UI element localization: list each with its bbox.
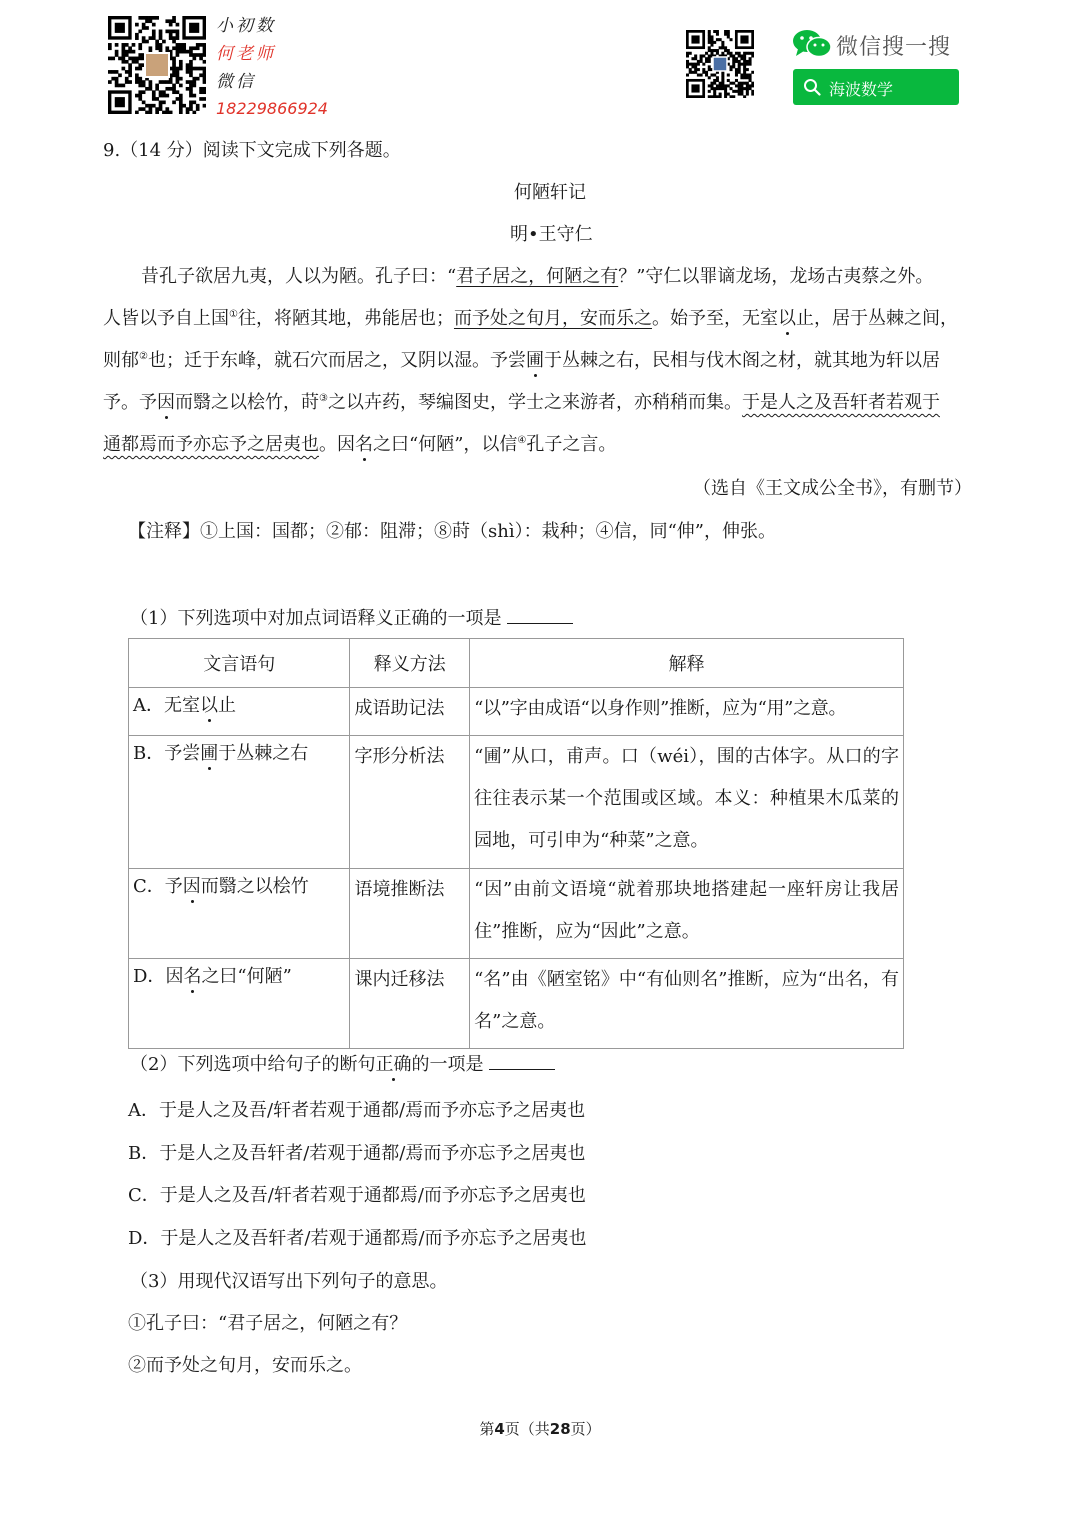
passage-line-4: 予。予因而翳之以桧竹，莳③之以卉药，琴编图史，学士之来游者，亦稍稍而集。于是人之及吾轩者若观于 [103,392,940,413]
table-cell-sentence: B．予尝圃于丛棘之右 [129,736,350,869]
passage-title: 何陋轩记 [514,182,586,203]
wechat-search-title: 微信搜一搜 [836,35,952,60]
table-cell-method: 语境推断法 [350,869,470,959]
table-cell-explain: “名”由《陋室铭》中“有仙则名”推断，应为“出名，有名”之意。 [470,959,904,1049]
qr-code-teacher [108,16,206,114]
dotted-char: 以 [200,695,218,716]
qr-code-wechat [686,30,754,98]
table-cell-explain: “因”由前文语境“就着那块地搭建起一座轩房让我居住”推断，应为“因此”之意。 [470,869,904,959]
table-header: 解释 [470,639,904,688]
footnote-ref-4: ④ [517,435,527,446]
passage [103,256,983,466]
dotted-char-ming: 名 [355,434,373,455]
answer-blank-2[interactable] [489,1053,555,1070]
footnote-ref-1: ① [229,309,238,320]
dotted-char: 名 [183,966,202,987]
table-cell-method: 字形分析法 [350,736,470,869]
handwritten-line-3: 微信 [216,72,256,92]
table-row [129,869,904,959]
table-row [129,959,904,1049]
table-cell-sentence: C．予因而翳之以桧竹 [129,869,350,959]
wavy-underlined-sentence-b: 通都焉而予亦忘予之居夷也 [103,434,319,455]
passage-line-2: 人皆以予自上国①往，将陋其地，弗能居也；而予处之旬月，安而乐之。始予至，无室以止，居于丛棘之间， [103,308,958,329]
sub3-prompt: （3）用现代汉语写出下列句子的意思。 [130,1271,448,1292]
sub3-item-1: ①孔子曰：“君子居之，何陋之有？ [128,1313,408,1334]
handwritten-line-1: 小初数 [216,16,276,36]
sub3-item-2: ②而予处之旬月，安而乐之。 [128,1355,362,1376]
wechat-icon [792,28,832,60]
sub2-prompt: （2）下列选项中给句子的断句正确的一项是 [130,1053,555,1075]
wavy-underlined-sentence-a: 于是人之及吾轩者若观于 [741,392,940,413]
question-heading: 9.（14 分）阅读下文完成下列各题。 [103,140,401,161]
table-header: 释义方法 [350,639,470,688]
search-icon [803,78,821,96]
table-cell-explain: “圃”从口，甫声。口（wéi），围的古体字。从口的字往往表示某一个范围或区域。本义：种植果木瓜菜的园地，可引申为“种菜”之意。 [470,736,904,869]
answer-blank-1[interactable] [507,607,573,624]
page-number: 第4页（共28页） [479,1420,601,1438]
table-header: 文言语句 [129,639,350,688]
underlined-sentence-1: 君子居之，何陋之有 [456,266,619,287]
options-table [128,638,904,1049]
table-row [129,688,904,736]
footnote-ref-3: ③ [319,393,328,404]
table-row [129,736,904,869]
option-c[interactable]: C．于是人之及吾/轩者若观于通都焉/而予亦忘予之居夷也 [128,1185,586,1206]
option-d[interactable]: D．于是人之及吾轩者/若观于通都焉/而予亦忘予之居夷也 [128,1228,587,1249]
sub1-prompt: （1）下列选项中对加点词语释义正确的一项是 [130,607,573,629]
passage-author: 明•王守仁 [510,224,593,245]
table-cell-explain: “以”字由成语“以身作则”推断，应为“用”之意。 [470,688,904,736]
dotted-char-pu: 圃 [525,350,544,371]
table-header-row [129,639,904,688]
footnote-ref-2: ② [139,351,148,362]
dotted-char-yin: 因 [157,392,175,413]
teacher-contact [216,12,328,122]
option-b[interactable]: B．于是人之及吾轩者/若观于通都/焉而予亦忘予之居夷也 [128,1143,586,1164]
dotted-word: 正确 [375,1054,412,1075]
passage-line-5: 通都焉而予亦忘予之居夷也。因名之曰“何陋”，以信④孔子之言。 [103,434,617,455]
handwritten-line-2: 何老师 [216,44,276,64]
dotted-char-yi: 以 [777,308,796,329]
dotted-char: 因 [182,876,201,897]
table-cell-method: 成语助记法 [350,688,470,736]
passage-line-3: 则郁②也；迁于东峰，就石穴而居之，又阴以湿。予尝圃于丛棘之右，民相与伐木阁之材，就其地为轩以居 [103,350,940,371]
notes: 【注释】①上国：国都；②郁：阻滞；⑧莳（shì）：栽种；④信，同“伸”，伸张。 [128,521,776,542]
option-a[interactable]: A．于是人之及吾/轩者若观于通都/焉而予亦忘予之居夷也 [128,1100,586,1121]
table-cell-method: 课内迁移法 [350,959,470,1049]
passage-source: （选自《王文成公全书》，有删节） [693,478,972,499]
wechat-search-label: 海波数学 [829,80,894,99]
underlined-sentence-2: 而予处之旬月，安而乐之 [453,308,652,329]
table-cell-sentence: D．因名之曰“何陋” [129,959,350,1049]
dotted-char: 圃 [200,743,219,764]
passage-line-1: 昔孔子欲居九夷，人以为陋。孔子曰：“君子居之，何陋之有？”守仁以罪谪龙场，龙场古夷蔡之外。 [141,266,934,287]
table-cell-sentence: A．无室以止 [129,688,350,736]
handwritten-phone: 18229866924 [216,99,328,118]
wechat-search-button[interactable] [793,69,959,105]
